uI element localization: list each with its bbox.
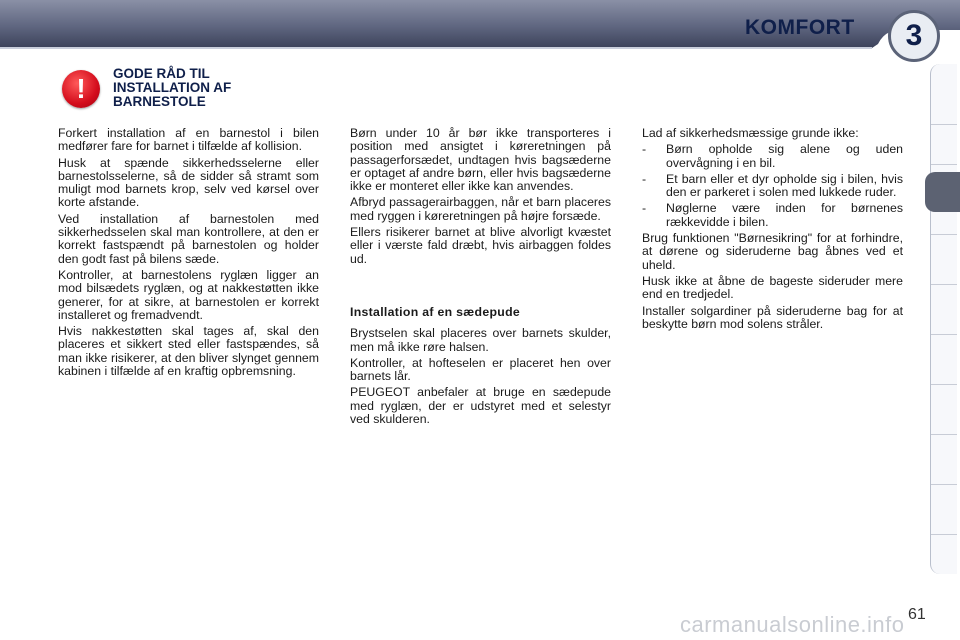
section-title: [113, 67, 313, 109]
paragraph: Brystselen skal placeres over barnets skulder, men må ikke røre halsen.: [350, 326, 611, 354]
paragraph: Kontroller, at barnestolens ryglæn ligger an mod bilsædets ryglæn, og at nakkestøtten ikke generer, for at sikre, at barnestolen er korrekt installeret og fremadvendt.: [58, 267, 319, 322]
paragraph: Hvis nakkestøtten skal tages af, skal den placeres et sikkert sted eller fastspændes, så man ikke risikerer, at den bliver slynget gennem kabinen i tilfælde af en kraftig opbremsning.: [58, 324, 319, 379]
text-column-1: [58, 127, 319, 381]
paragraph: Afbryd passagerairbaggen, når et barn placeres med ryggen i køreretningen på højre forsæde.: [350, 195, 611, 223]
list-bullet: -: [642, 201, 647, 216]
paragraph: Installer solgardiner på sideruderne bag for at beskytte børn mod solens stråler.: [642, 303, 903, 331]
chapter-title: KOMFORT: [745, 16, 855, 39]
rail-divider: [931, 484, 957, 485]
page-number: 61: [908, 606, 926, 623]
subheading: Installation af en sædepude: [350, 304, 521, 319]
list-item-text: Nøglerne være inden for børnenes rækkevidde i bilen.: [666, 201, 903, 229]
section-title-line: BARNESTOLE: [113, 94, 206, 109]
side-tab-active[interactable]: [925, 172, 960, 212]
list-item: [642, 173, 903, 200]
rail-divider: [931, 534, 957, 535]
paragraph: Ellers risikerer barnet at blive alvorligt kvæstet eller i værste fald dræbt, hvis airbaggen foldes ud.: [350, 225, 611, 266]
side-tab-rail: [930, 64, 957, 574]
rail-divider: [931, 124, 957, 125]
paragraph: Husk ikke at åbne de bageste sideruder mere end en tredjedel.: [642, 273, 903, 302]
paragraph: Forkert installation af en barnestol i bilen medfører fare for barnet i tilfælde af kollision.: [58, 126, 319, 154]
rail-divider: [931, 434, 957, 435]
rail-divider: [931, 284, 957, 285]
paragraph: Børn under 10 år bør ikke transporteres i position med ansigtet i køreretningen på passagerforsædet, undtagen hvis bagsæderne er optaget af andre børn, eller hvis bagsæderne ikke er monteret eller ikke kan anvendes.: [350, 126, 611, 194]
section-title-line: INSTALLATION AF: [113, 80, 232, 95]
text-column-3: [642, 127, 903, 334]
list-item: [642, 143, 903, 170]
paragraph: Kontroller, at hofteselen er placeret hen over barnets lår.: [350, 355, 611, 384]
list-item-text: Et barn eller et dyr opholde sig i bilen, hvis den er parkeret i solen med lukkede ruder.: [666, 171, 903, 200]
chapter-number-badge: 3: [888, 10, 940, 62]
rail-divider: [931, 384, 957, 385]
rail-divider: [931, 164, 957, 165]
watermark: carmanualsonline.info: [680, 612, 905, 637]
warning-exclamation-icon: !: [62, 70, 100, 108]
paragraph: PEUGEOT anbefaler at bruge en sædepude med ryglæn, der er udstyret med et selestyr ved skulderen.: [350, 385, 611, 427]
paragraph: Ved installation af barnestolen med sikkerhedsselen skal man kontrollere, at den er korrekt fastspændt på barnestolen og holder den godt fast på bilens sæde.: [58, 211, 319, 266]
paragraph: Brug funktionen "Børnesikring" for at forhindre, at dørene og sideruderne bag åbnes ved et uheld.: [642, 231, 903, 272]
list-item-text: Børn opholde sig alene og uden overvågning i en bil.: [666, 142, 903, 170]
paragraph: Husk at spænde sikkerhedsselerne eller barnestolsselerne, så de sidder så stramt som muligt mod barnets krop, selv ved kørsel over korte afstande.: [58, 155, 319, 210]
list-item: [642, 202, 903, 229]
section-title-line: GODE RÅD TIL: [113, 66, 210, 81]
rail-divider: [931, 334, 957, 335]
list-bullet: -: [642, 142, 647, 157]
list-intro: Lad af sikkerhedsmæssige grunde ikke:: [642, 126, 859, 140]
list-bullet: -: [642, 171, 647, 186]
text-column-2: [350, 127, 611, 429]
rail-divider: [931, 234, 957, 235]
